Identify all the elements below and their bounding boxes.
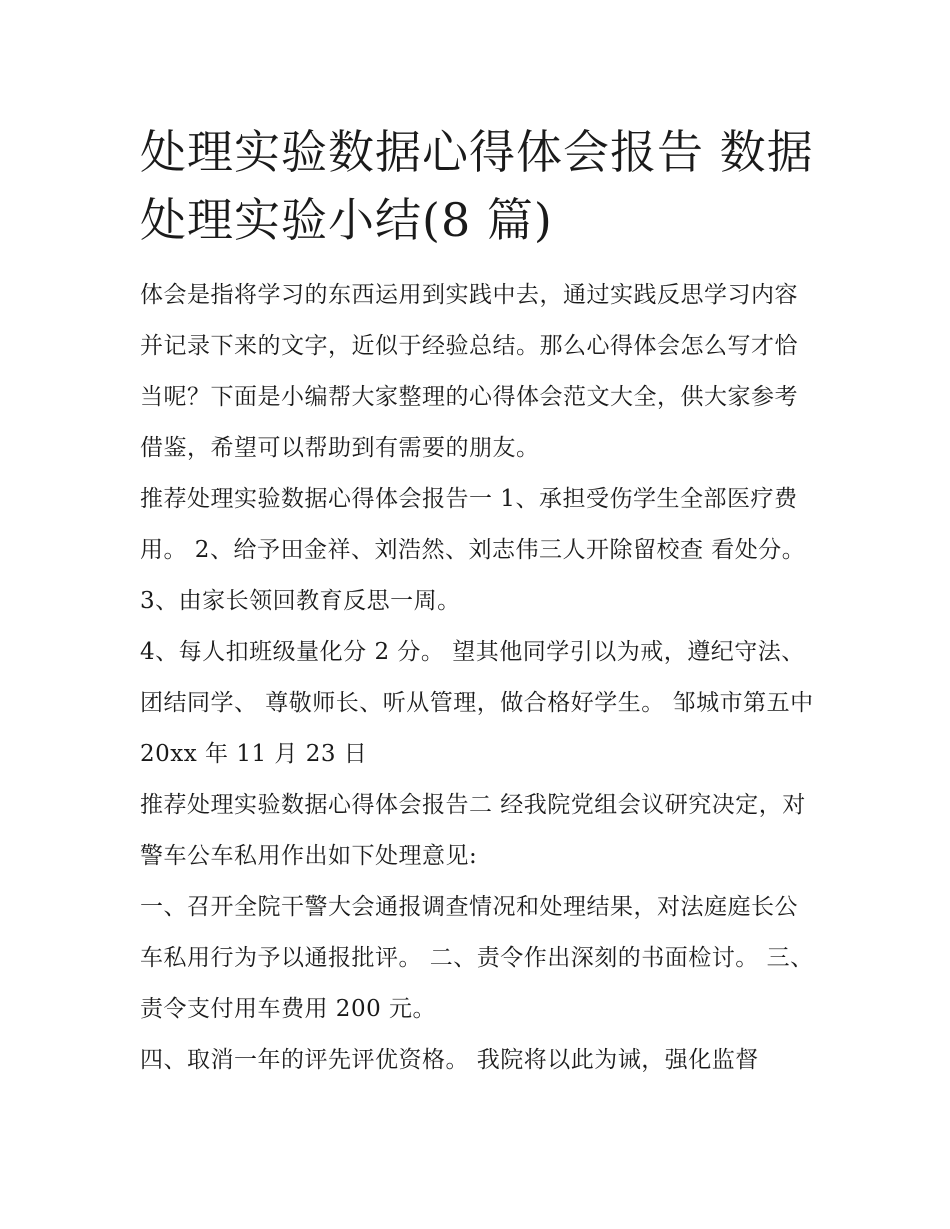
paragraph-report-one-continued: 4、每人扣班级量化分 2 分。 望其他同学引以为戒，遵纪守法、团结同学、 尊敬师长、听从管理，做合格好学生。 邹城市第五中 20xx 年 11 月 23 日 — [140, 639, 814, 767]
paragraph-report-two-items: 一、召开全院干警大会通报调查情况和处理结果，对法庭庭长公车私用行为予以通报批评。 二、责令作出深刻的书面检讨。 三、责令支付用车费用 200 元。 — [140, 894, 814, 1022]
document-title: 处理实验数据心得体会报告 数据处理实验小结(8 篇) — [140, 125, 814, 247]
paragraph-intro: 体会是指将学习的东西运用到实践中去，通过实践反思学习内容并记录下来的文字，近似于经验总结。那么心得体会怎么写才恰当呢？下面是小编帮大家整理的心得体会范文大全，供大家参考借鉴，希望可以帮助到有需要的朋友。 — [140, 282, 798, 461]
paragraph-report-one: 推荐处理实验数据心得体会报告一 1、承担受伤学生全部医疗费用。 2、给予田金祥、刘浩然、刘志伟三人开除留校查 看处分。 3、由家长领回教育反思一周。 — [140, 486, 806, 614]
paragraph-report-two: 推荐处理实验数据心得体会报告二 经我院党组会议研究决定，对警车公车私用作出如下处理意见: — [140, 792, 806, 869]
paragraph-report-two-final: 四、取消一年的评先评优资格。 我院将以此为诫，强化监督 — [140, 1047, 759, 1073]
document-body — [140, 118, 820, 1086]
